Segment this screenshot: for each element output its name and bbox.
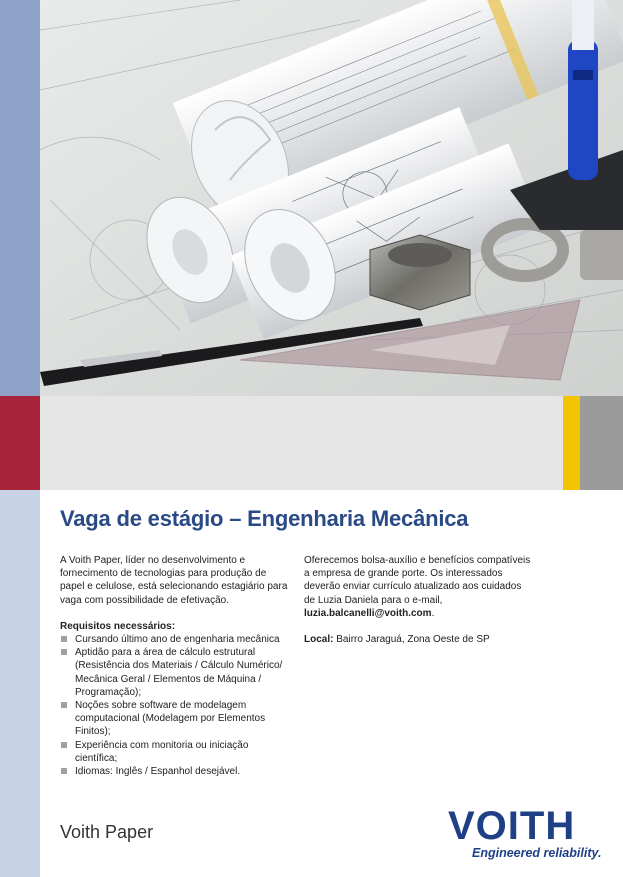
bullet-icon (61, 702, 67, 708)
gray-band (40, 396, 563, 490)
left-column (60, 554, 292, 778)
voith-logo (448, 806, 608, 866)
company-name: Voith Paper (60, 822, 154, 842)
left-strip-red (0, 396, 40, 490)
bullet-icon (61, 636, 67, 642)
page-title: Vaga de estágio – Engenharia Mecânica (60, 506, 469, 531)
left-strip-blue (0, 0, 40, 396)
requirements-title: Requisitos necessários: (60, 620, 176, 632)
list-item: Idiomas: Inglês / Espanhol desejável. (60, 765, 292, 778)
right-column (304, 554, 534, 659)
header-photo (40, 0, 623, 396)
engineering-blueprints-photo (40, 0, 623, 396)
contact-email[interactable]: luzia.balcanelli@voith.com (304, 607, 432, 619)
requirements-list (60, 633, 292, 778)
intro-paragraph: A Voith Paper, líder no desenvolvimento e fornecimento de tecnologias para produção de papel e celulose, está selecionando estagiário para vaga com possibilidade de efetivação. (60, 555, 288, 606)
bullet-icon (61, 742, 67, 748)
gray-accent-bar (580, 396, 623, 490)
offer-paragraph: Oferecemos bolsa-auxílio e benefícios compatíveis a empresa de grande porte. Os interessados deverão enviar currículo atualizado aos cuidados de Luzia Daniela para o e-mail, luzia.balcanelli@voith.com. (304, 555, 531, 619)
bullet-icon (61, 649, 67, 655)
logo-wordmark: VOITH (448, 804, 576, 848)
location-label: Local: (304, 634, 334, 646)
location-paragraph (304, 633, 534, 646)
yellow-accent-bar (563, 396, 580, 490)
logo-tagline: Engineered reliability. (472, 846, 602, 860)
left-strip-light (0, 490, 40, 877)
location-value: Bairro Jaraguá, Zona Oeste de SP (336, 634, 490, 646)
list-item: Aptidão para a área de cálculo estrutural (Resistência dos Materiais / Cálculo Numérico/ Mecânica Geral / Elementos de Máquina / Programação); (60, 646, 292, 699)
list-item: Noções sobre software de modelagem computacional (Modelagem por Elementos Finitos); (60, 699, 292, 739)
bullet-icon (61, 768, 67, 774)
list-item: Cursando último ano de engenharia mecânica (60, 633, 292, 646)
list-item: Experiência com monitoria ou iniciação científica; (60, 739, 292, 765)
